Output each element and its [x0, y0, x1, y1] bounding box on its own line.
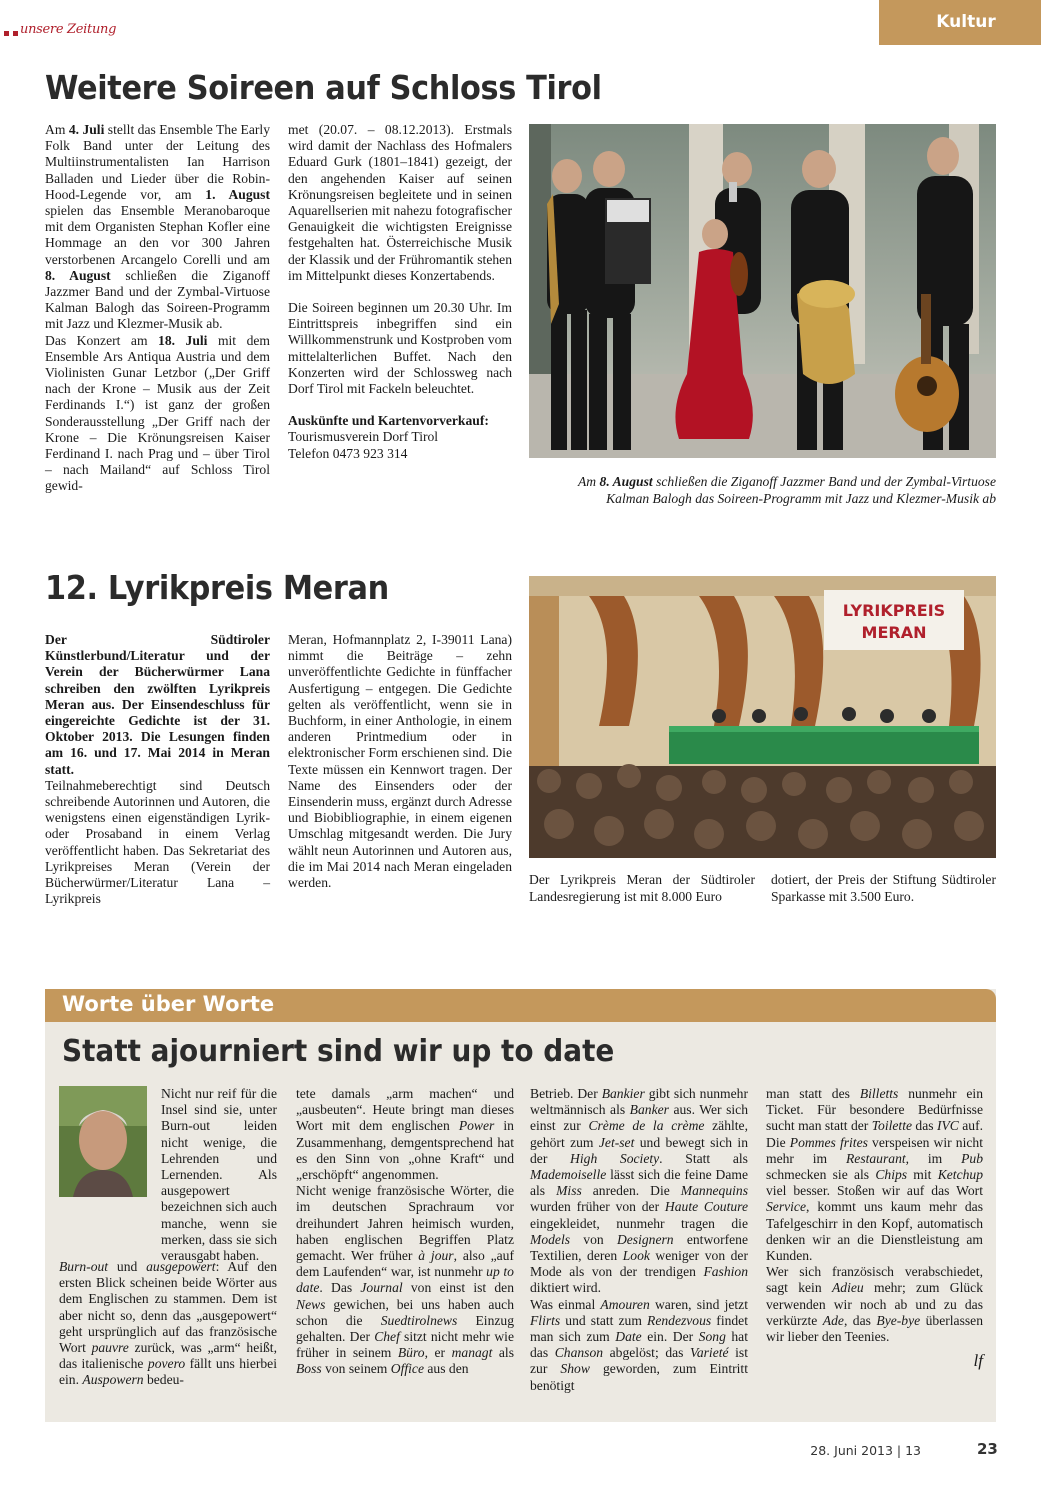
text-run: : Auf den ersten Blick scheinen beide Wörter aus dem Englischen zu stammen. Dem ist aber nicht so, denn das „ausgepowert“ geht ursprünglich auf das französische Wort — [59, 1259, 278, 1356]
emphasis: Service — [766, 1199, 806, 1215]
emphasis: Amouren — [600, 1296, 650, 1312]
column-text — [161, 1086, 277, 1264]
emphasis: 8. August — [45, 267, 111, 283]
paragraph — [45, 333, 270, 495]
column-text — [766, 1086, 983, 1369]
emphasis: Chips — [875, 1167, 908, 1183]
text-run: ist zur — [530, 1345, 748, 1377]
text-run: mehr; zum Glück verwenden wir noch ab und zu das verkürzte — [766, 1280, 984, 1328]
text-run: , kommt uns kaum mehr das Tafelgeschirr in den Kopf, automatisch denken wir an die Dienstleistung am Kunden. — [766, 1199, 983, 1264]
emphasis: Ade — [822, 1312, 844, 1328]
emphasis: Crème de la crème — [588, 1118, 705, 1134]
text-run: Betrieb. Der — [530, 1086, 602, 1101]
text-run: von — [570, 1231, 617, 1247]
paragraph — [59, 1259, 277, 1389]
emphasis: Burn-out — [59, 1259, 109, 1274]
text-run: spielen das Ensemble Meranobaroque mit dem Organisten Stephan Kofler eine Hommage an den vor 300 Jahren verstorbenen Arcangelo Corelli und am — [45, 203, 270, 267]
text-run: Am — [45, 122, 69, 137]
text-run: , das — [843, 1312, 877, 1328]
column-text — [59, 1259, 277, 1389]
caption-line: Am 8. August schließen die Ziganoff Jazzmer Band und der Zymbal-Virtuose — [578, 474, 996, 489]
emphasis: Auspowern — [82, 1372, 144, 1388]
info-line: Tourismusverein Dorf Tirol — [288, 429, 439, 445]
emphasis: Chef — [374, 1329, 400, 1345]
emphasis: Song — [698, 1329, 726, 1345]
text-run: viel besser. Stoßen wir auf das Wort — [766, 1183, 983, 1199]
emphasis: Bankier — [601, 1086, 645, 1101]
emphasis: Pub — [961, 1150, 983, 1166]
text-run: von einst ist den — [402, 1280, 514, 1296]
text-run: zählte, gehört zum — [530, 1118, 748, 1150]
emphasis: Toilette — [871, 1118, 913, 1134]
emphasis: managt — [451, 1345, 493, 1361]
emphasis: Fashion — [703, 1264, 748, 1280]
emphasis: Banker — [629, 1102, 669, 1118]
logo-dot — [4, 31, 9, 36]
emphasis: Show — [560, 1361, 590, 1377]
text-run: auf. — [958, 1118, 983, 1134]
text-run: überlassen wir lieber den Teenies. — [766, 1312, 983, 1345]
emphasis: Office — [390, 1361, 424, 1377]
text-run: tete damals „arm machen“ und „ausbeuten“. Heute bringt man dieses Wort mit dem englischen — [296, 1086, 514, 1134]
text-run: gibt sich nunmehr weltmännisch als — [530, 1086, 748, 1118]
text-run: Einzug gehalten. Der — [296, 1312, 514, 1345]
text-run: und bewegt sich in der — [530, 1134, 748, 1166]
text-run: Das Konzert am — [45, 332, 159, 348]
text-run: zurück, was „arm“ heißt, das italienische — [59, 1340, 277, 1372]
text-run: bedeu- — [143, 1372, 184, 1388]
emphasis: Mannequins — [680, 1183, 748, 1199]
emphasis: ausgepowert — [146, 1259, 216, 1274]
photo-caption: Der Lyrikpreis Meran der Südtiroler Landesregierung ist mit 8.000 Euro — [529, 872, 755, 904]
emphasis: Büro — [397, 1345, 425, 1361]
text-run: man statt des — [766, 1086, 860, 1101]
emphasis: Varieté — [690, 1345, 729, 1361]
text-run: . Das — [319, 1280, 361, 1296]
text-run: fällt uns hierbei ein. — [59, 1356, 277, 1388]
text-run: aus. Wer sich einst zur — [530, 1102, 748, 1134]
emphasis: Power — [458, 1118, 495, 1134]
emphasis: Suedtirolnews — [380, 1312, 458, 1328]
text-run: Was einmal — [530, 1296, 601, 1312]
article-title: Weitere Soireen auf Schloss Tirol — [45, 68, 602, 107]
issue-date: 28. Juni 2013 | 13 — [810, 1443, 921, 1458]
emphasis: IVC — [936, 1118, 959, 1134]
paragraph: Meran, Hofmannplatz 2, I-39011 Lana) nimmt die Beiträge – zehn unveröffentlichte Gedichte in fünffacher Ausfertigung – entgegen. Die Gedichte gelten als veröffentlicht, wenn sie in Buchform, in einer Anthologie, in einem anderen Printmedium oder in elektronischer Form erschienen sind. Die Texte müssen ein Kennwort tragen. Der Name des Einsenders oder der Einsenderin muss, ergänzt durch Adresse und Biobibliographie, in einem eigenen Umschlag mitgesandt werden. Die Jury wählt neun Autorinnen und Autoren aus, die im Mai 2014 nach Meran eingeladen werden. — [288, 632, 512, 891]
emphasis: Adieu — [831, 1280, 864, 1296]
emphasis: Journal — [360, 1280, 403, 1296]
text-run: . Statt als — [659, 1150, 748, 1166]
author-signature: lf — [973, 1351, 983, 1371]
emphasis: Bye-bye — [876, 1312, 921, 1328]
paragraph — [530, 1297, 748, 1394]
emphasis: 18. Juli — [158, 332, 208, 348]
text-run: geworden, zum Eintritt benötigt — [530, 1361, 748, 1393]
author-portrait — [59, 1086, 147, 1197]
photo-caption: dotiert, der Preis der Stiftung Südtiroler Sparkasse mit 3.500 Euro. — [771, 872, 996, 904]
text-run: sitzt nicht mehr wie früher in seinem — [296, 1329, 514, 1361]
text-run: mit — [907, 1167, 938, 1183]
emphasis: Restaurant — [845, 1150, 906, 1166]
emphasis: High Society — [570, 1150, 660, 1166]
banner-line-1: LYRIKPREIS — [842, 601, 946, 620]
paragraph: met (20.07. – 08.12.2013). Erstmals wird damit der Nachlass des Hofmalers Eduard Gurk (1801–1841) gezeigt, der den angehenden Kaiser auf seinen Krönungsreisen begleitete und in seinen Aquarellserien mit nahezu fotografischer Genauigkeit die wichtigsten Ereignisse festgehalten hat. Österreichische Musik der Klassik und der Frühromantik stehen im Mittelpunkt dieses Konzertabends. — [288, 122, 512, 283]
emphasis: Look — [622, 1248, 650, 1264]
text-run: eingekleidet, nunmehr tragen die — [530, 1215, 748, 1231]
paragraph: Teilnahmeberechtigt sind Deutsch schreibende Autorinnen und Autoren, die wenigstens einen eigenständigen Lyrik- oder Prosaband in einem Verlag veröffentlicht haben. Das Sekretariat des Lyrikpreises Meran (Verein der Bücherwürmer/Literatur Lana – Lyrikpreis — [45, 777, 270, 907]
text-run: findet man sich zum — [530, 1312, 748, 1345]
info-line: Telefon 0473 923 314 — [288, 445, 408, 461]
text-run: , er — [424, 1345, 452, 1361]
article-column — [45, 632, 270, 907]
paragraph — [530, 1086, 748, 1297]
text-run: nunmehr ein Ticket. Für besondere Bedürfnisse sucht man statt der — [766, 1086, 984, 1134]
text-run: entworfene Textilien, deren — [530, 1231, 748, 1264]
column-title: Statt ajourniert sind wir up to date — [62, 1034, 615, 1069]
text-run: von seinem — [321, 1361, 391, 1377]
lead-paragraph: Der Südtiroler Künstlerbund/Literatur und der Verein der Bücherwürmer Lana schreiben den zwölften Lyrikpreis Meran aus. Der Einsendeschluss für eingereichte Gedichte ist der 31. Oktober 2013. Die Lesungen finden am 16. und 17. Mai 2014 in Meran statt. — [45, 632, 270, 777]
text-run: und — [108, 1259, 147, 1274]
emphasis: 4. Juli — [68, 122, 105, 137]
text-run: anreden. Die — [581, 1183, 681, 1199]
text-run: und statt zum — [560, 1312, 648, 1328]
text-run: verspeisen wir nicht mehr im — [766, 1134, 983, 1166]
paragraph — [766, 1086, 983, 1135]
paragraph — [766, 1264, 983, 1345]
photo-caption — [529, 474, 996, 507]
text-run: stellt das Ensemble The Early Folk Band unter der Leitung des Multiinstrumentalisten Ian Harrison Balladen und Lieder über die Robin-Hood-Legende vor, am — [45, 122, 270, 202]
emphasis: News — [296, 1296, 326, 1312]
emphasis: Ketchup — [937, 1167, 983, 1183]
text-run: diktiert wird. — [530, 1280, 601, 1296]
emphasis: Rendezvous — [647, 1312, 712, 1328]
paragraph — [296, 1086, 514, 1183]
emphasis: Models — [530, 1231, 571, 1247]
emphasis: povero — [147, 1356, 186, 1372]
emphasis: Boss — [296, 1361, 322, 1377]
text-run: schmecken sie als — [766, 1167, 876, 1183]
emphasis: à jour — [418, 1248, 454, 1264]
column-text — [530, 1086, 748, 1394]
page-number: 23 — [977, 1440, 998, 1458]
emphasis: Billetts — [859, 1086, 899, 1101]
text-run: , also „auf dem Laufenden“ war, ist nunmehr — [296, 1248, 515, 1280]
banner-line-2: MERAN — [861, 623, 927, 642]
column-series-title: Worte über Worte — [62, 992, 275, 1016]
section-rubric: Kultur — [879, 0, 1041, 45]
caption-date: 8. August — [599, 474, 653, 489]
paragraph — [45, 122, 270, 333]
lyrikpreis-photo — [529, 576, 996, 858]
text-run: abgelöst; das — [603, 1345, 691, 1361]
emphasis: pauvre — [91, 1340, 129, 1356]
paragraph — [296, 1183, 514, 1377]
article-column — [45, 122, 270, 495]
text-run: Wer sich französisch verabschiedet, sagt kein — [766, 1264, 983, 1296]
text-run: das — [912, 1118, 937, 1134]
emphasis: Pommes frites — [789, 1134, 868, 1150]
text-run: waren, sind jetzt — [649, 1296, 748, 1312]
text-run: mit dem Ensemble Ars Antiqua Austria und dem Violinisten Gunar Letzbor („Der Griff nach der Krone – Musik aus der Zeit Ferdinands I.“) ist ganz der großen Sonderausstellung „Der Griff nach der Krone – Die Krönungsreisen Kaiser Ferdinand I. nach Prag und – über Tirol – nach Mailand“ auf Schloss Tirol gewid- — [45, 332, 270, 494]
text-run: hat das — [530, 1329, 748, 1361]
text-run: schließen die Ziganoff Jazzmer Band und der Zymbal-Virtuose Kalman Balogh das Soireen-Programm mit Jazz und Klezmer-Musik ab. — [45, 267, 270, 332]
emphasis: Chanson — [554, 1345, 604, 1361]
emphasis: Jet-set — [598, 1134, 635, 1150]
text-run: wurden früher von der — [530, 1199, 665, 1215]
band-photo — [529, 124, 996, 458]
text-run: gewichen, bei uns haben auch schon die — [296, 1296, 514, 1328]
emphasis: Haute Couture — [664, 1199, 748, 1215]
text-run: , im — [905, 1150, 962, 1166]
logo-dot — [13, 31, 18, 36]
paragraph: Nicht nur reif für die Insel sind sie, unter Burn-out leiden nicht wenige, die Lehrenden und Lernenden. Als ausgepowert bezeichnen sich auch manche, wenn sie merken, dass sie sich verausgabt haben. — [161, 1086, 277, 1264]
text-run: Die — [766, 1134, 790, 1150]
column-text — [296, 1086, 514, 1378]
info-heading: Auskünfte und Kartenvorverkauf: — [288, 413, 489, 429]
emphasis: 1. August — [205, 186, 270, 202]
text-run: als — [492, 1345, 515, 1361]
paragraph: Die Soireen beginnen um 20.30 Uhr. Im Eintrittspreis inbegriffen sind ein Willkommenstrunk und Kostproben vom mittelalterlichen Buffet. Nach den Konzerten wird der Schlossweg nach Dorf Tirol mit Fackeln beleuchtet. — [288, 300, 512, 397]
text-run: aus den — [424, 1361, 469, 1377]
text-run: weniger von der Mode als von der trendigen — [530, 1248, 748, 1280]
article-column — [288, 122, 512, 462]
article-title: 12. Lyrikpreis Meran — [45, 568, 389, 607]
text-run: Nicht wenige französische Wörter, die im deutschen Sprachraum vor dreihundert Jahren heimisch wurden, haben englischen Begriffen Platz gemacht. Wer früher — [296, 1183, 514, 1264]
caption-line: Kalman Balogh das Soireen-Programm mit Jazz und Klezmer-Musik ab — [606, 490, 996, 506]
publication-logo: unsere Zeitung — [20, 22, 117, 37]
text-run: in Zusammenhang, demgentsprechend hat es den Sinn von „ohne Kraft“ und „erschöpft“ angenommen. — [296, 1118, 514, 1183]
text-run: ein. Der — [641, 1329, 699, 1345]
emphasis: Designern — [616, 1231, 674, 1247]
emphasis: Mademoiselle — [530, 1167, 607, 1183]
text-run: lässt sich die feine Dame als — [530, 1167, 748, 1199]
emphasis: Date — [615, 1329, 642, 1345]
emphasis: Miss — [556, 1183, 582, 1199]
article-column — [288, 632, 512, 891]
paragraph — [766, 1135, 983, 1265]
emphasis: Flirts — [530, 1312, 561, 1328]
emphasis: up to date — [296, 1264, 514, 1296]
